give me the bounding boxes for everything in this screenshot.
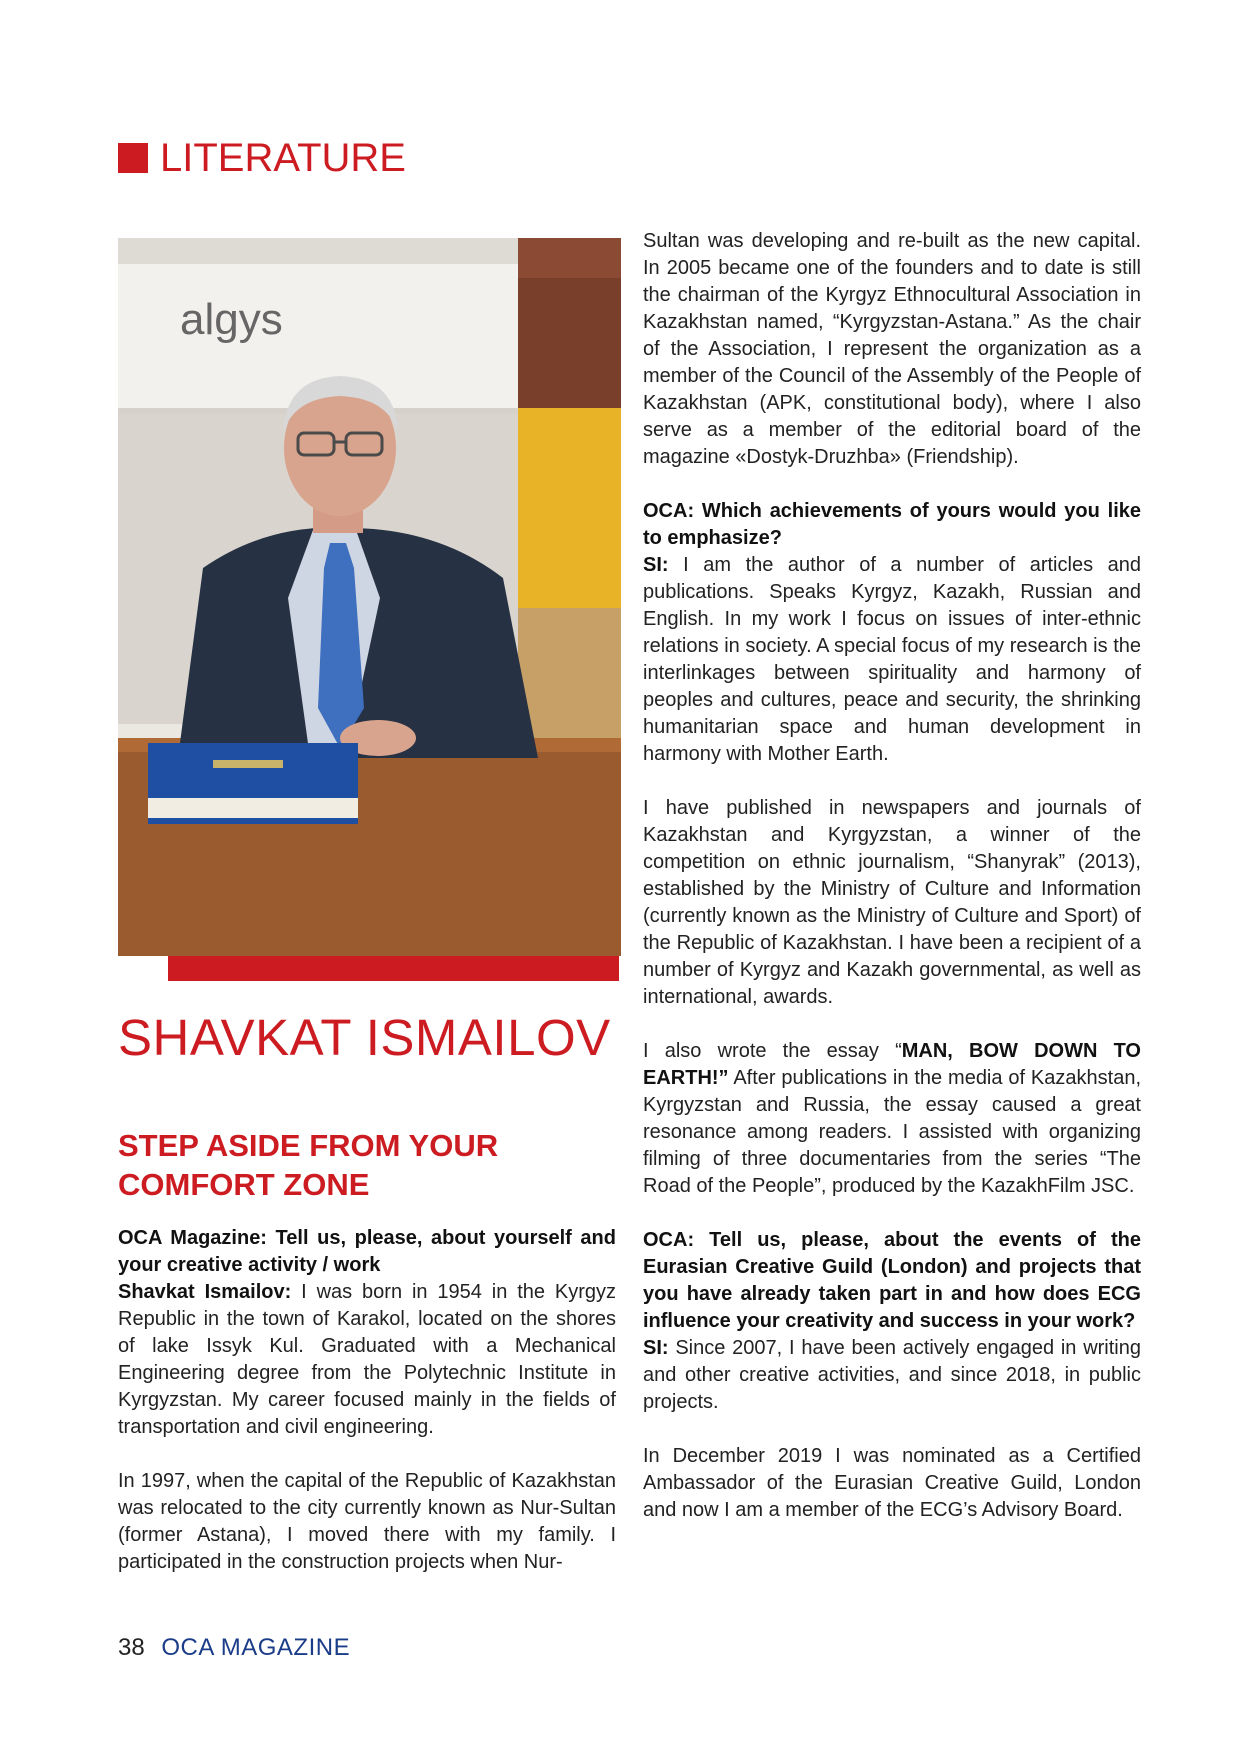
- section-square-icon: [118, 143, 148, 173]
- paragraph-right-4: [643, 1038, 1141, 1200]
- question-3-text: OCA: Tell us, please, about the events of the Eurasian Creative Guild (London) and projects that you have already taken part in and how does ECG influence your creativity and success in your work?: [643, 1229, 1141, 1332]
- question-1: [118, 1225, 616, 1279]
- paragraph-gap: [118, 1441, 616, 1468]
- essay-text: After publications in the media of Kazakhstan, Kyrgyzstan and Russia, the essay caused a great resonance among readers. I assisted with organizing filming of three documentaries from the series “The Road of the People”, produced by the KazakhFilm JSC.: [643, 1067, 1141, 1197]
- subheading-text: STEP ASIDE FROM YOUR COMFORT ZONE: [118, 1128, 499, 1202]
- paragraph-gap: [643, 1416, 1141, 1443]
- answer-3-label: SI:: [643, 1337, 669, 1359]
- person-name: SHAVKAT ISMAILOV: [118, 1009, 611, 1066]
- answer-3-text: Since 2007, I have been actively engaged in writing and other creative activities, and since 2018, in public projects.: [643, 1337, 1141, 1413]
- answer-2-label: SI:: [643, 554, 669, 576]
- answer-2-text: I am the author of a number of articles and publications. Speaks Kyrgyz, Kazakh, Russian and English. In my work I focus on issues of inter-ethnic relations in society. A special focus of my research is the interlinkages between spirituality and harmony of peoples and cultures, peace and security, the shrinking humanitarian space and human development in harmony with Mother Earth.: [643, 554, 1141, 765]
- answer-2: [643, 552, 1141, 768]
- answer-3: [643, 1335, 1141, 1416]
- essay-intro: I also wrote the essay “: [643, 1040, 902, 1062]
- photo-background-word: algys: [180, 295, 283, 344]
- question-3: [643, 1227, 1141, 1335]
- question-2: [643, 498, 1141, 552]
- right-column: [643, 228, 1141, 1524]
- paragraph-gap: [643, 768, 1141, 795]
- paragraph-gap: [643, 1200, 1141, 1227]
- section-title: LITERATURE: [160, 136, 406, 180]
- paragraph-right-5: In December 2019 I was nominated as a Certified Ambassador of the Eurasian Creative Guild, London and now I am a member of the ECG’s Advisory Board.: [643, 1445, 1141, 1521]
- question-1-text: OCA Magazine: Tell us, please, about yourself and your creative activity / work: [118, 1227, 616, 1276]
- paragraph-right-3: I have published in newspapers and journals of Kazakhstan and Kyrgyzstan, a winner of the competition on ethnic journalism, “Shanyrak” (2013), established by the Ministry of Culture and Information (currently known as the Ministry of Culture and Sport) of the Republic of Kazakhstan. I have been a recipient of a number of Kyrgyz and Kazakh governmental, as well as international, awards.: [643, 797, 1141, 1008]
- paragraph-gap: [643, 471, 1141, 498]
- magazine-name: OCA MAGAZINE: [161, 1634, 351, 1661]
- essay-title: MAN, BOW DOWN TO EARTH!”: [643, 1040, 1141, 1089]
- portrait-photo: [118, 238, 621, 956]
- paragraph-2: In 1997, when the capital of the Republic of Kazakhstan was relocated to the city currently known as Nur-Sultan (former Astana), I moved there with my family. I participated in the construction projects when Nur-: [118, 1470, 616, 1573]
- answer-1-label: Shavkat Ismailov:: [118, 1281, 292, 1303]
- answer-1-text: I was born in 1954 in the Kyrgyz Republic in the town of Karakol, located on the shores of lake Issyk Kul. Graduated with a Mechanical Engineering degree from the Polytechnic Institute in Kyrgyzstan. My career focused mainly in the fields of transportation and civil engineering.: [118, 1281, 617, 1438]
- portrait-illustration: [118, 238, 621, 956]
- article-subheading: [118, 1126, 598, 1204]
- answer-1: [118, 1279, 616, 1441]
- left-column: [118, 1225, 616, 1576]
- page-number: 38: [118, 1634, 145, 1661]
- section-header: [118, 138, 406, 178]
- page-footer: [118, 1636, 350, 1660]
- question-2-text: OCA: Which achievements of yours would you like to emphasize?: [643, 500, 1141, 549]
- paragraph-gap: [643, 1011, 1141, 1038]
- paragraph-right-1: Sultan was developing and re-built as the new capital. In 2005 became one of the founders and to date is still the chairman of the Kyrgyz Ethnocultural Association in Kazakhstan named, “Kyrgyzstan-Astana.” As the chair of the Association, I represent the organization as a member of the Council of the Assembly of the People of Kazakhstan (APK, constitutional body), where I also serve as a member of the editorial board of the magazine «Dostyk-Druzhba» (Friendship).: [643, 230, 1141, 468]
